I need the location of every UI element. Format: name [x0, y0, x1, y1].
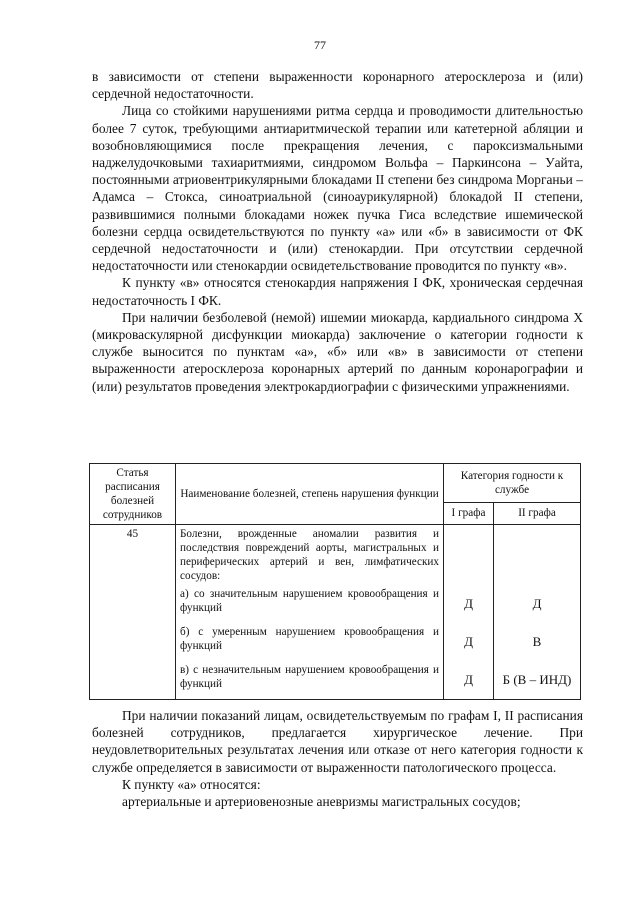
empty-cell: [444, 525, 494, 586]
row-graph-2: Д: [494, 585, 581, 623]
header-graph-1: I графа: [444, 502, 494, 524]
paragraph: К пункту «в» относятся стенокардия напряжения I ФК, хроническая сердечная недостаточность I ФК.: [92, 275, 583, 308]
paragraph: При наличии безболевой (немой) ишемии миокарда, кардиального синдрома X (микроваскулярной дисфункции миокарда) заключение о категории годности к службе выносится по пунктам «а», «б» или «в» в зависимости от степени выраженности атеросклероза коронарных артерий по данным коронарографии и (или) результатов проведения электрокардиографии с физическими упражнениями.: [92, 309, 583, 394]
row-graph-1: Д: [444, 585, 494, 623]
page-number: 77: [314, 38, 326, 52]
article-number: 45: [90, 525, 176, 700]
paragraph: в зависимости от степени выраженности коронарного атеросклероза и (или) сердечной недостаточности.: [92, 69, 583, 102]
group-description: Болезни, врожденные аномалии развития и последствия повреждений аорты, магистральных и периферических артерий и вен, лимфатических сосудов:: [176, 525, 444, 586]
row-graph-2: В: [494, 623, 581, 661]
row-graph-2: Б (В – ИНД): [494, 661, 581, 700]
paragraph: артериальные и артериовенозные аневризмы магистральных сосудов;: [122, 794, 521, 810]
row-graph-1: Д: [444, 661, 494, 700]
row-description: б) с умеренным нарушением кровообращения и функций: [176, 623, 444, 661]
paragraph: При наличии показаний лицам, освидетельствуемым по графам I, II расписания болезней сотрудников, предлагается хирургическое лечение. При неудовлетворительных результатах лечения или отказе от него категория годности к службе определяется в зависимости от выраженности патологического процесса.: [92, 708, 583, 775]
paragraph: Лица со стойкими нарушениями ритма сердца и проводимости длительностью более 7 суток, требующими антиаритмической терапии или катетерной абляции и возобновляющимися после прекращения лечения, с пароксизмальными наджелудочковыми тахиаритмиями, синдромом Вольфа – Паркинсона – Уайта, постоянными атриовентрикулярными блокадами II степени без синдрома Морганьи – Адамса – Стокса, синоатриальной (синоаурикулярной) блокадой II степени, развившимися полными блокадами ножек пучка Гиса вследствие ишемической болезни сердца освидетельствуются по пункту «а» или «б» в зависимости от ФК сердечной недостаточности и (или) стенокардии. При отсутствии сердечной недостаточности или стенокардии освидетельствование проводится по пункту «в».: [92, 103, 583, 274]
empty-cell: [494, 525, 581, 586]
paragraph: К пункту «а» относятся:: [122, 776, 261, 792]
row-graph-1: Д: [444, 623, 494, 661]
header-category: Категория годности к службе: [444, 464, 581, 503]
body-text-top: [92, 68, 583, 395]
row-description: а) со значительным нарушением кровообращения и функций: [176, 585, 444, 623]
header-article: Статья расписания болезней сотрудников: [90, 464, 176, 525]
disease-schedule-table: [89, 463, 581, 700]
table-row: [90, 525, 581, 586]
header-graph-2: II графа: [494, 502, 581, 524]
header-disease: Наименование болезней, степень нарушения функции: [176, 464, 444, 525]
body-text-bottom: [92, 707, 583, 810]
row-description: в) с незначительным нарушением кровообращения и функций: [176, 661, 444, 700]
